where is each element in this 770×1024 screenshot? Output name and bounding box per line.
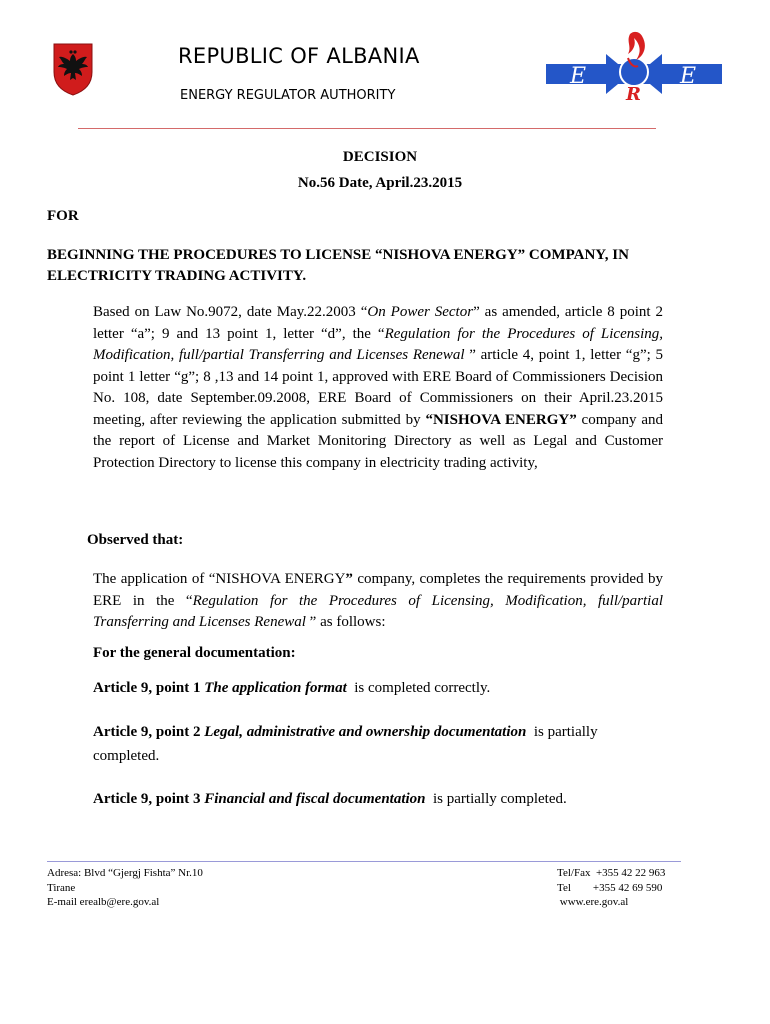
footer-address: Adresa: Blvd “Gjergj Fishta” Nr.10 xyxy=(47,867,203,879)
article-item xyxy=(93,720,663,768)
para1-text-1: Based on Law No.9072, date May.22.2003 “ xyxy=(93,304,368,320)
article-name: Legal, administrative and ownership documentation xyxy=(204,724,527,740)
decision-number-date: No.56 Date, April.23.2015 xyxy=(297,175,463,191)
footer-contact-block xyxy=(557,866,665,910)
para2-quote: ” xyxy=(345,571,353,587)
article-status: is partially completed. xyxy=(433,791,567,807)
para2-text-3: ” as follows: xyxy=(305,614,386,630)
footer-website: www.ere.gov.al xyxy=(557,896,629,908)
observation-paragraph xyxy=(93,569,663,634)
para1-text-3: ” article 4, point 1, letter “g”; 5 point 1 letter “g”; 8 ,13 and 14 point 1, approved with ERE Board of Commissioners Decision No. 108, date September.09.2008, ERE Board of Commissioners on their April.23.2015 meeting, after reviewing the application submitted by xyxy=(93,347,663,428)
general-documentation-label: For the general documentation: xyxy=(93,645,296,661)
law-title: On Power Sector xyxy=(367,304,474,320)
article-ref: Article 9, point 1 xyxy=(93,680,201,696)
company-name: “NISHOVA ENERGY” xyxy=(425,411,577,428)
article-item xyxy=(93,676,663,700)
article-ref: Article 9, point 2 xyxy=(93,724,201,740)
svg-text:E: E xyxy=(570,64,587,89)
svg-text:E: E xyxy=(680,64,697,89)
para1-text-4: company and the report of License and Market Monitoring Directory as well as Legal and Customer Protection Directory to license this company in electricity trading activity, xyxy=(93,411,664,471)
decision-subject: BEGINNING THE PROCEDURES TO LICENSE “NISHOVA ENERGY” COMPANY, IN ELECTRICITY TRADING ACTIVITY. xyxy=(47,247,629,284)
para2-text-1: The application of “NISHOVA ENERGY xyxy=(93,571,346,587)
header-title: REPUBLIC OF ALBANIA xyxy=(178,44,420,68)
svg-text:R: R xyxy=(626,84,641,104)
article-status: is partially completed. xyxy=(93,724,598,764)
footer-divider xyxy=(47,861,681,862)
legal-basis-paragraph xyxy=(93,302,663,474)
footer-tel: Tel +355 42 69 590 xyxy=(557,881,663,894)
for-label: FOR xyxy=(47,208,79,224)
footer-telfax: Tel/Fax +355 42 22 963 xyxy=(557,867,666,879)
para1-text-2: ” as amended, article 8 point 2 letter “a”; 9 and 13 point 1, letter “d”, the “ xyxy=(93,304,663,342)
decision-title: DECISION xyxy=(342,149,418,165)
footer-address-block xyxy=(47,866,203,910)
observed-label: Observed that: xyxy=(87,532,184,548)
para2-text-2: company, completes the requirements provided by ERE in the “ xyxy=(93,571,663,609)
regulation-title-2: Regulation for the Procedures of Licensing, Modification, full/partial Transferring and Licenses Renewal xyxy=(93,592,664,630)
article-name: The application format xyxy=(204,680,347,696)
ere-logo-icon xyxy=(544,28,724,104)
footer-email: E-mail erealb@ere.gov.al xyxy=(47,896,160,908)
footer-city: Tirane xyxy=(47,881,76,894)
header-subtitle: ENERGY REGULATOR AUTHORITY xyxy=(180,88,396,103)
article-status: is completed correctly. xyxy=(354,680,491,696)
header-divider xyxy=(78,128,656,129)
article-ref: Article 9, point 3 xyxy=(93,791,201,807)
regulation-title: Regulation for the Procedures of Licensing, Modification, full/partial Transferring and Licenses Renewal xyxy=(93,325,663,363)
article-name: Financial and fiscal documentation xyxy=(204,791,426,807)
albanian-emblem-icon xyxy=(52,42,94,96)
article-item xyxy=(93,787,663,811)
